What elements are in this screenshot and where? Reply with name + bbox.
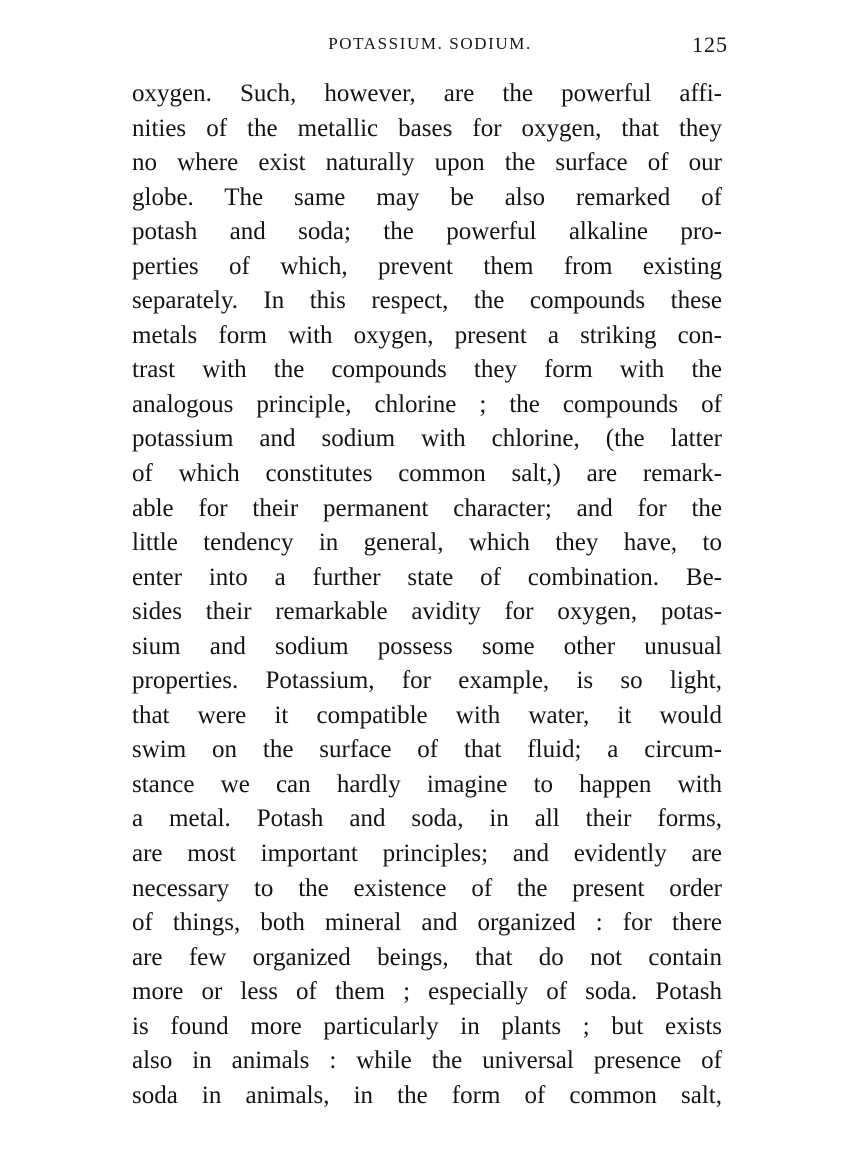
text-line: properties. Potassium, for example, is so light,	[132, 667, 722, 695]
text-line: enter into a further state of combination. Be-	[132, 563, 722, 591]
text-line: are few organized beings, that do not contain	[132, 943, 722, 971]
text-line: oxygen. Such, however, are the powerful affi-	[132, 80, 722, 107]
text-line: separately. In this respect, the compounds these	[132, 287, 722, 315]
text-line: potash and soda; the powerful alkaline pro-	[132, 218, 722, 246]
text-line: potassium and sodium with chlorine, (the latter	[132, 425, 722, 453]
page-number: 125	[692, 32, 728, 57]
text-line: little tendency in general, which they have, to	[132, 529, 722, 557]
running-head-title: POTASSIUM. SODIUM.	[328, 34, 532, 53]
body-text	[132, 77, 722, 1113]
text-line: perties of which, prevent them from existing	[132, 252, 722, 280]
text-line: globe. The same may be also remarked of	[132, 183, 722, 211]
text-line: are most important principles; and evidently are	[132, 840, 722, 868]
text-line: able for their permanent character; and for the	[132, 494, 722, 522]
text-line: analogous principle, chlorine ; the compounds of	[132, 390, 722, 418]
text-line: trast with the compounds they form with the	[132, 356, 722, 384]
text-line: stance we can hardly imagine to happen with	[132, 770, 722, 798]
text-line: is found more particularly in plants ; but exists	[132, 1012, 722, 1040]
text-line: a metal. Potash and soda, in all their forms,	[132, 805, 722, 833]
text-line: metals form with oxygen, present a striking con-	[132, 321, 722, 349]
text-line: sium and sodium possess some other unusual	[132, 632, 722, 660]
text-line: of which constitutes common salt,) are remark-	[132, 460, 722, 488]
running-head	[132, 34, 728, 60]
text-line: nities of the metallic bases for oxygen, that they	[132, 114, 722, 142]
text-line: more or less of them ; especially of soda. Potash	[132, 978, 722, 1006]
text-line: swim on the surface of that fluid; a circum-	[132, 736, 722, 764]
text-line: soda in animals, in the form of common salt,	[132, 1081, 722, 1109]
text-line: sides their remarkable avidity for oxygen, potas-	[132, 598, 722, 626]
text-line: that were it compatible with water, it would	[132, 701, 722, 729]
text-line: no where exist naturally upon the surface of our	[132, 149, 722, 177]
text-line: necessary to the existence of the present order	[132, 874, 722, 902]
text-line: also in animals : while the universal presence of	[132, 1047, 722, 1075]
text-line: of things, both mineral and organized : for there	[132, 909, 722, 937]
